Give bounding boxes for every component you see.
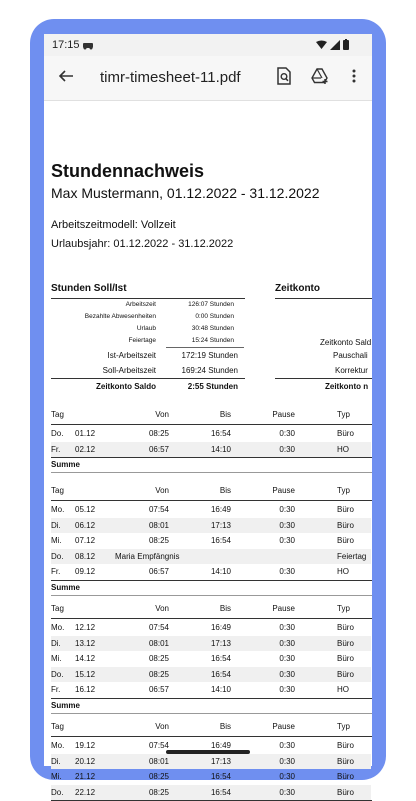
cell-day: Mi.: [51, 654, 62, 664]
column-header-tag: Tag: [51, 410, 64, 419]
cell-bis: 16:54: [210, 669, 231, 679]
cell-bis: 16:54: [210, 772, 231, 782]
divider: [275, 378, 372, 379]
table-row: [51, 518, 371, 533]
column-header-tag: Tag: [51, 486, 64, 495]
cell-day: Di.: [51, 638, 61, 648]
cell-typ: Büro: [337, 429, 354, 438]
home-indicator[interactable]: [166, 750, 250, 754]
cell-bis: 16:49: [210, 505, 231, 514]
soll-ist-value: 126:07 Stunden: [188, 301, 234, 308]
cell-date: 02.12: [75, 444, 96, 454]
notification-icon: [82, 40, 94, 53]
cell-typ: Büro: [337, 756, 354, 766]
week-sum-label: Summe: [51, 583, 80, 592]
cell-day: Mo.: [51, 741, 65, 750]
divider: [51, 618, 372, 619]
cell-bis: 14:10: [210, 444, 231, 454]
cell-bis: 17:13: [210, 756, 231, 766]
report-title: Stundennachweis: [51, 161, 205, 181]
cell-typ: Büro: [337, 669, 354, 679]
document-title: timr-timesheet-11.pdf: [100, 69, 241, 86]
cell-typ: HO: [337, 444, 349, 454]
pdf-viewport[interactable]: [44, 101, 372, 797]
ist-value: 172:19 Stunden: [181, 351, 238, 360]
saldo-value: 2:55 Stunden: [187, 382, 238, 391]
divider: [51, 580, 372, 581]
soll-ist-value: 15:24 Stunden: [191, 337, 234, 344]
table-row: [51, 754, 371, 769]
table-row: [51, 564, 371, 579]
table-row: [51, 426, 371, 441]
cell-pause: 0:30: [279, 429, 295, 438]
more-options-button[interactable]: [340, 64, 368, 92]
cell-von: 08:01: [148, 638, 169, 648]
cell-day: Mi.: [51, 772, 62, 782]
cell-von: Maria Empfängnis: [115, 551, 180, 561]
column-header-pause: Pause: [272, 604, 295, 613]
cell-date: 19.12: [75, 741, 96, 750]
divider: [275, 298, 372, 299]
cell-date: 01.12: [75, 429, 96, 438]
cell-day: Mi.: [51, 536, 62, 546]
cell-date: 16.12: [75, 685, 96, 695]
cell-date: 22.12: [75, 787, 96, 797]
signal-icon: [330, 40, 340, 53]
divider: [51, 698, 372, 699]
cell-typ: Büro: [337, 505, 354, 514]
search-document-icon: [276, 67, 292, 90]
drive-add-icon: [311, 68, 329, 89]
column-header-typ: Typ: [337, 604, 350, 613]
soll-ist-label: Bezahlte Abwesenheiten: [84, 313, 156, 320]
cell-bis: 16:54: [210, 429, 231, 438]
cell-pause: 0:30: [279, 536, 295, 546]
cell-date: 12.12: [75, 623, 96, 632]
cell-typ: HO: [337, 567, 349, 577]
more-vert-icon: [352, 69, 356, 88]
cell-bis: 14:10: [210, 685, 231, 695]
week-sum-label: Summe: [51, 701, 80, 710]
zeitkonto-label: Korrektur: [335, 366, 368, 375]
cell-bis: 16:54: [210, 787, 231, 797]
column-header-pause: Pause: [272, 410, 295, 419]
soll-ist-label: Arbeitszeit: [125, 301, 156, 308]
cell-pause: 0:30: [279, 787, 295, 797]
divider: [51, 595, 372, 596]
zeitkonto-label: Zeitkonto Sald: [320, 338, 372, 347]
column-header-von: Von: [155, 604, 169, 613]
table-row: [51, 533, 371, 548]
table-row: [51, 769, 371, 784]
cell-typ: Büro: [337, 772, 354, 782]
column-header-bis: Bis: [219, 604, 231, 613]
soll-ist-value: 30:48 Stunden: [191, 325, 234, 332]
cell-day: Fr.: [51, 444, 61, 454]
column-header-bis: Bis: [219, 410, 231, 419]
divider: [166, 347, 244, 348]
cell-day: Fr.: [51, 567, 61, 577]
table-row: [51, 549, 371, 564]
cell-date: 06.12: [75, 520, 96, 530]
zeitkonto-heading: Zeitkonto: [275, 283, 320, 294]
cell-von: 08:25: [148, 787, 169, 797]
saldo-label: Zeitkonto Saldo: [96, 382, 156, 391]
vacation-year: Urlaubsjahr: 01.12.2022 - 31.12.2022: [51, 238, 234, 250]
cell-pause: 0:30: [279, 756, 295, 766]
cell-pause: 0:30: [279, 654, 295, 664]
divider: [51, 457, 372, 458]
table-row: [51, 667, 371, 682]
table-row: [51, 502, 371, 517]
soll-ist-heading: Stunden Soll/Ist: [51, 283, 127, 294]
cell-bis: 17:13: [210, 638, 231, 648]
cell-pause: 0:30: [279, 772, 295, 782]
table-header: [51, 410, 371, 422]
cell-pause: 0:30: [279, 444, 295, 454]
soll-value: 169:24 Stunden: [181, 366, 238, 375]
table-row: [51, 682, 371, 697]
cell-date: 08.12: [75, 551, 96, 561]
column-header-typ: Typ: [337, 486, 350, 495]
cell-date: 20.12: [75, 756, 96, 766]
cell-pause: 0:30: [279, 669, 295, 679]
zeitkonto-label: Pauschali: [333, 351, 368, 360]
table-row: [51, 620, 371, 635]
cell-von: 08:25: [148, 654, 169, 664]
cell-day: Do.: [51, 669, 64, 679]
back-button[interactable]: [52, 64, 80, 92]
cell-typ: Feiertag: [337, 551, 367, 561]
cell-pause: 0:30: [279, 520, 295, 530]
report-subtitle: Max Mustermann, 01.12.2022 - 31.12.2022: [51, 185, 320, 201]
battery-icon: [343, 39, 349, 53]
divider: [51, 378, 245, 379]
column-header-tag: Tag: [51, 722, 64, 731]
table-header: [51, 604, 371, 616]
column-header-von: Von: [155, 722, 169, 731]
table-row: [51, 442, 371, 457]
cell-typ: Büro: [337, 536, 354, 546]
work-model: Arbeitszeitmodell: Vollzeit: [51, 219, 176, 231]
cell-pause: 0:30: [279, 685, 295, 695]
zeitkonto-footer: Zeitkonto n: [325, 382, 369, 391]
cell-von: 07:54: [148, 623, 169, 632]
cell-day: Di.: [51, 756, 61, 766]
status-bar: [44, 34, 372, 56]
cell-day: Do.: [51, 787, 64, 797]
cell-von: 06:57: [148, 444, 169, 454]
cell-von: 06:57: [148, 685, 169, 695]
table-header: [51, 486, 371, 498]
cell-von: 07:54: [148, 741, 169, 750]
column-header-bis: Bis: [219, 486, 231, 495]
cell-von: 08:25: [148, 536, 169, 546]
ist-label: Ist-Arbeitszeit: [107, 351, 156, 360]
cell-day: Do.: [51, 551, 64, 561]
cell-von: 07:54: [148, 505, 169, 514]
cell-bis: 16:49: [210, 623, 231, 632]
cell-bis: 16:54: [210, 654, 231, 664]
cell-date: 07.12: [75, 536, 96, 546]
column-header-von: Von: [155, 410, 169, 419]
cell-bis: 17:13: [210, 520, 231, 530]
table-header: [51, 722, 371, 734]
divider: [51, 424, 372, 425]
column-header-tag: Tag: [51, 604, 64, 613]
cell-typ: Büro: [337, 787, 354, 797]
arrow-back-icon: [58, 68, 74, 89]
cell-date: 05.12: [75, 505, 96, 514]
find-in-document-button[interactable]: [270, 64, 298, 92]
cell-day: Mo.: [51, 623, 65, 632]
cell-von: 08:25: [148, 429, 169, 438]
soll-ist-label: Urlaub: [136, 325, 156, 332]
cell-day: Do.: [51, 429, 64, 438]
column-header-typ: Typ: [337, 722, 350, 731]
cell-typ: Büro: [337, 638, 354, 648]
soll-label: Soll-Arbeitszeit: [102, 366, 156, 375]
cell-pause: 0:30: [279, 505, 295, 514]
cell-typ: Büro: [337, 654, 354, 664]
cell-typ: Büro: [337, 741, 354, 750]
divider: [51, 472, 372, 473]
divider: [51, 713, 372, 714]
cell-pause: 0:30: [279, 638, 295, 648]
add-to-drive-button[interactable]: [306, 64, 334, 92]
table-row: [51, 651, 371, 666]
cell-typ: Büro: [337, 623, 354, 632]
cell-von: 08:01: [148, 520, 169, 530]
cell-von: 08:25: [148, 772, 169, 782]
phone-screen: [44, 34, 372, 797]
cell-pause: 0:30: [279, 623, 295, 632]
wifi-icon: [316, 40, 327, 53]
cell-von: 08:25: [148, 669, 169, 679]
soll-ist-value: 0:00 Stunden: [195, 313, 234, 320]
week-sum-label: Summe: [51, 460, 80, 470]
cell-date: 13.12: [75, 638, 96, 648]
cell-date: 14.12: [75, 654, 96, 664]
cell-typ: Büro: [337, 520, 354, 530]
table-row: [51, 636, 371, 651]
cell-pause: 0:30: [279, 741, 295, 750]
column-header-typ: Typ: [337, 410, 350, 419]
cell-bis: 16:49: [210, 741, 231, 750]
divider: [51, 500, 372, 501]
column-header-pause: Pause: [272, 486, 295, 495]
cell-von: 08:01: [148, 756, 169, 766]
cell-day: Di.: [51, 520, 61, 530]
soll-ist-label: Feiertage: [128, 337, 156, 344]
divider: [51, 298, 245, 299]
cell-bis: 16:54: [210, 536, 231, 546]
column-header-von: Von: [155, 486, 169, 495]
cell-bis: 14:10: [210, 567, 231, 577]
cell-date: 21.12: [75, 772, 96, 782]
cell-pause: 0:30: [279, 567, 295, 577]
app-bar: [44, 56, 372, 101]
cell-date: 09.12: [75, 567, 96, 577]
status-time: 17:15: [52, 39, 80, 51]
cell-day: Mo.: [51, 505, 65, 514]
cell-day: Fr.: [51, 685, 61, 695]
cell-typ: HO: [337, 685, 349, 695]
divider: [51, 736, 372, 737]
cell-date: 15.12: [75, 669, 96, 679]
column-header-pause: Pause: [272, 722, 295, 731]
column-header-bis: Bis: [219, 722, 231, 731]
table-row: [51, 785, 371, 800]
cell-von: 06:57: [148, 567, 169, 577]
